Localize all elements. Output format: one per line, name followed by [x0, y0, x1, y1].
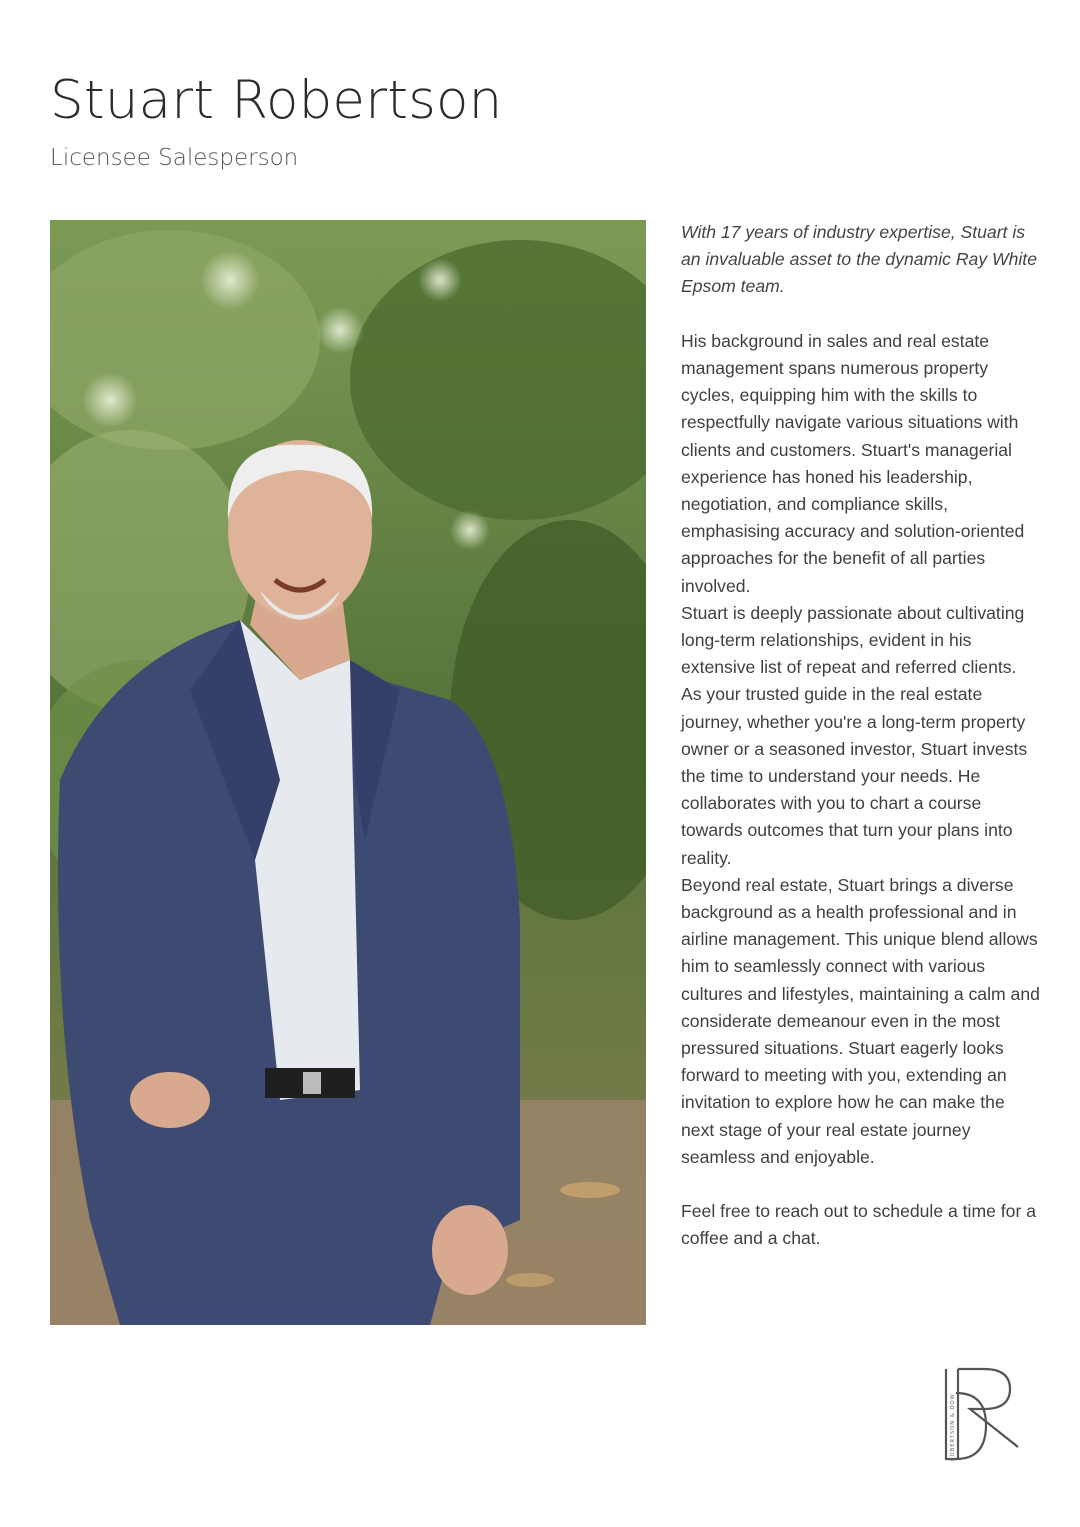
agent-name: Stuart Robertson	[50, 70, 503, 131]
bio-paragraph: Beyond real estate, Stuart brings a diverse background as a health professional and in airline management. This unique blend allows him to seamlessly connect with various cultures and lifestyles, maintaining a calm and considerate demeanour even in the most pressured situations. Stuart eagerly looks forward to meeting with you, extending an invitation to explore how he can make the next stage of your real estate journey seamless and enjoyable.	[681, 874, 1040, 1167]
bio-paragraph: As your trusted guide in the real estate journey, whether you're a long-term property owner or a seasoned investor, Stuart invests the time to understand your needs. He collaborates with you to chart a course towards outcomes that turn your plans into reality.	[681, 684, 1028, 868]
bio-intro: With 17 years of industry expertise, Stuart is an invaluable asset to the dynamic Ray White Epsom team.	[681, 222, 1037, 297]
robertson-dow-logo	[924, 1365, 1024, 1465]
bio-paragraph: Stuart is deeply passionate about cultivating long-term relationships, evident in his extensive list of repeat and referred clients.	[681, 602, 1025, 678]
agent-role: Licensee Salesperson	[50, 145, 299, 171]
agent-portrait-photo	[50, 220, 646, 1325]
agent-biography	[681, 219, 1041, 1253]
logo-wordmark: ROBERTSON & DOW	[950, 1393, 956, 1461]
bio-paragraph: His background in sales and real estate management spans numerous property cycles, equipping him with the skills to respectfully navigate various situations with clients and customers. Stuart's managerial experience has honed his leadership, negotiation, and compliance skills, emphasising accuracy and solution-oriented approaches for the benefit of all parties involved.	[681, 330, 1025, 596]
bio-closing: Feel free to reach out to schedule a time for a coffee and a chat.	[681, 1201, 1037, 1249]
